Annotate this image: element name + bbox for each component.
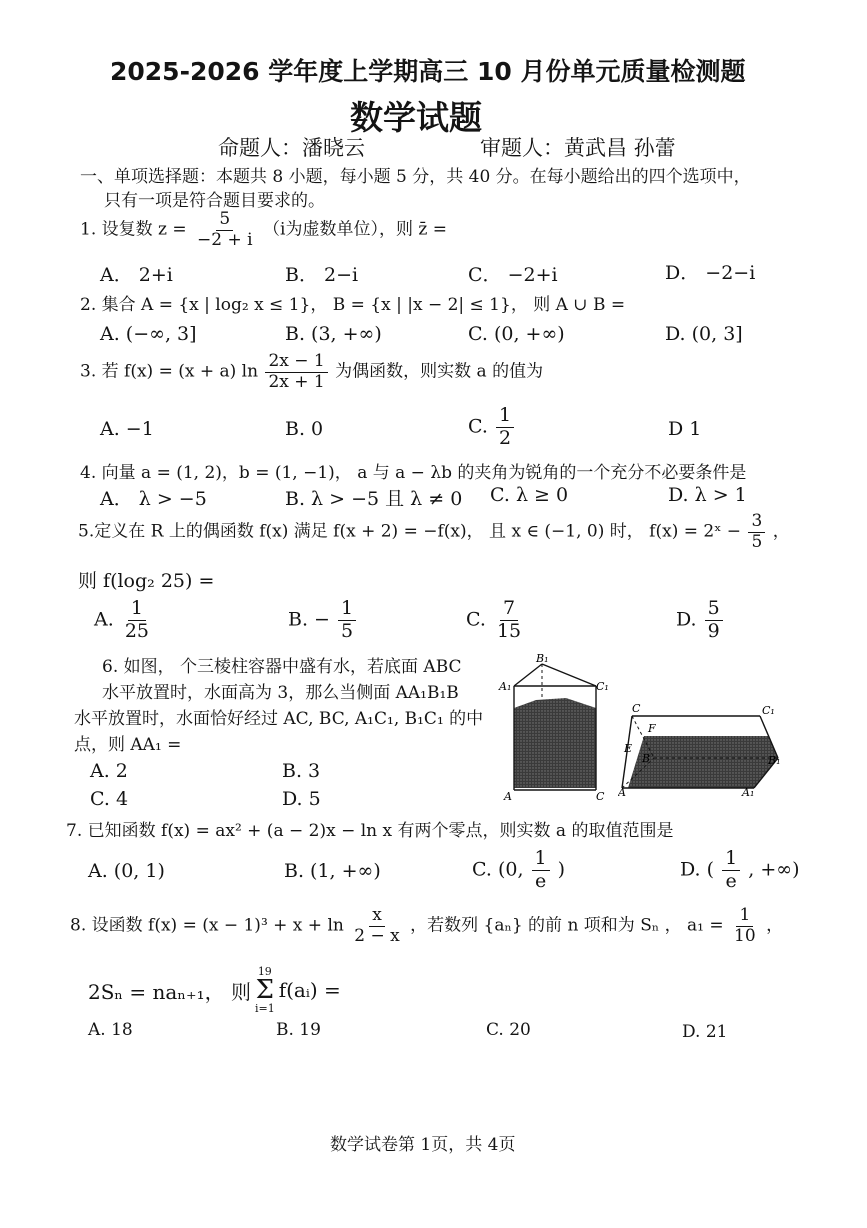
q5-option-c-prefix: C. — [466, 608, 486, 631]
q2-option-c: C. (0, +∞) — [468, 323, 565, 345]
q6-line4: 点，则 AA₁ = — [74, 735, 182, 755]
q6-figure-lying-prism — [618, 700, 788, 802]
q8-sum-bottom: i=1 — [254, 1002, 275, 1015]
q4-stem: 4. 向量 a = (1, 2)，b = (1, −1)， a 与 a − λb 的夹角为锐角的一个充分不必要条件是 — [80, 463, 747, 483]
q1-stem-c: z̄ = — [418, 219, 447, 240]
q3-option-c-den: 2 — [498, 426, 512, 449]
q5-option-c-fraction — [494, 598, 524, 643]
q8-frac-num: x — [369, 906, 385, 927]
q8-option-b: B. 19 — [276, 1020, 321, 1040]
q2-option-b: B. (3, +∞) — [285, 323, 382, 345]
q5-option-c-den: 15 — [496, 619, 522, 642]
q5-fraction — [748, 512, 765, 552]
q8-stem — [70, 906, 783, 946]
q7-option-c — [472, 848, 565, 893]
fig-label-r-b: B — [642, 752, 651, 765]
q6-line1: 6. 如图， 个三棱柱容器中盛有水，若底面 ABC — [102, 657, 462, 677]
q3-option-c — [468, 405, 516, 450]
fig-label-c1: C₁ — [596, 680, 609, 693]
q5-option-c — [466, 598, 526, 643]
q8-line2a: 2Sₙ = naₙ₊₁， 则 — [88, 979, 251, 1004]
q2-stem: 2. 集合 A = {x | log₂ x ≤ 1}， B = {x | |x − 2| ≤ 1}， 则 A ∪ B = — [80, 295, 626, 315]
q5-option-a-den: 25 — [124, 619, 149, 642]
q7-option-a: A. (0, 1) — [88, 860, 165, 882]
q5-option-b-prefix: B. − — [288, 608, 330, 631]
q7-option-d-suffix: , +∞) — [748, 858, 800, 881]
q8-stem-a: 8. 设函数 f(x) = (x − 1)³ + x + ln — [70, 915, 344, 936]
q8-line2b: f(aᵢ) = — [278, 978, 341, 1002]
q5-stem — [78, 512, 790, 552]
subject-title: 数学试题 — [350, 98, 482, 137]
q4-option-a: A． λ > −5 — [100, 488, 207, 510]
q5-option-b — [288, 598, 358, 643]
q8-a1-fraction — [731, 906, 759, 946]
fig-label-r-a: A — [618, 786, 626, 799]
q7-option-d-prefix: D. ( — [680, 858, 715, 881]
q5-option-d-den: 9 — [707, 619, 720, 642]
q8-a1-den: 10 — [734, 925, 756, 946]
q3-frac-den: 2x + 1 — [268, 371, 325, 392]
q5-option-b-num: 1 — [338, 598, 356, 621]
q3-option-c-fraction — [496, 405, 514, 450]
q5-option-c-num: 7 — [500, 598, 518, 621]
exam-title: 2025-2026 学年度上学期高三 10 月份单元质量检测题 — [110, 57, 746, 86]
fig-label-r-e: E — [624, 742, 633, 755]
q8-option-c: C. 20 — [486, 1020, 531, 1040]
q5-option-d-fraction — [705, 598, 723, 643]
q5-option-a-fraction — [122, 598, 152, 643]
q5-stem-a: 5.定义在 R 上的偶函数 f(x) 满足 f(x + 2) = −f(x)， 且 x ∈ (−1, 0) 时， f(x) = 2ˣ − — [78, 521, 742, 542]
q5-option-d-num: 5 — [705, 598, 723, 621]
q7-option-c-suffix: ) — [557, 858, 566, 881]
q8-a1-num: 1 — [736, 906, 753, 927]
q3-option-a: A. −1 — [100, 418, 154, 440]
q8-sum-symbol: Σ — [255, 975, 275, 1005]
q6-water-region — [514, 708, 596, 788]
q6-option-d: D. 5 — [282, 788, 321, 810]
q3-option-c-num: 1 — [496, 405, 514, 428]
q6-option-a: A. 2 — [90, 760, 128, 782]
q3-option-c-prefix: C. — [468, 415, 488, 438]
q2-option-d: D. (0, 3] — [665, 323, 743, 345]
q1-fraction — [194, 210, 256, 250]
q8-option-a: A. 18 — [88, 1020, 133, 1040]
q8-frac-den: 2 − x — [354, 925, 400, 946]
q7-option-c-fraction — [532, 848, 550, 893]
q1-option-d: D． −2−i — [665, 262, 756, 284]
q8-sum-top: 19 — [257, 965, 272, 978]
fig-label-a: A — [504, 790, 512, 802]
q8-line2 — [88, 966, 341, 1014]
q8-stem-b: ，若数列 {aₙ} 的前 n 项和为 Sₙ ， a₁ = — [410, 915, 724, 936]
page-footer: 数学试卷第 1页，共 4页 — [330, 1135, 516, 1155]
fig-label-a1: A₁ — [499, 680, 512, 693]
q6-line2: 水平放置时，水面高为 3，那么当侧面 AA₁B₁B — [102, 683, 459, 703]
q1-stem-a: 1. 设复数 z = — [80, 219, 187, 240]
fig-label-b1: B₁ — [536, 652, 549, 665]
q5-option-b-den: 5 — [341, 619, 354, 642]
fig-label-r-f: F — [648, 722, 656, 735]
q5-option-a — [94, 598, 154, 643]
q5-option-b-fraction — [338, 598, 356, 643]
q5-stem-end: ， — [772, 521, 790, 542]
q5-option-a-num: 1 — [128, 598, 146, 621]
q5-option-a-prefix: A. — [94, 608, 114, 631]
q3-stem-a: 3. 若 f(x) = (x + a) ln — [80, 361, 259, 382]
q8-stem-end: ， — [766, 915, 784, 936]
fig-label-r-c: C — [632, 702, 641, 715]
q1-option-b: B． 2−i — [285, 264, 359, 286]
q7-option-b: B. (1, +∞) — [284, 860, 381, 882]
section-heading: 一、单项选择题：本题共 8 小题，每小题 5 分，共 40 分。在每小题给出的四个选项中， — [80, 167, 751, 187]
q2-option-a: A. (−∞, 3] — [100, 323, 197, 345]
q5-stem-line2: 则 f(log₂ 25) = — [78, 570, 215, 592]
q7-option-d-num: 1 — [722, 848, 740, 871]
q3-stem-b: 为偶函数，则实数 a 的值为 — [335, 361, 544, 382]
reviewer-label: 审题人：黄武昌 孙蕾 — [480, 136, 676, 160]
q5-frac-den: 5 — [751, 531, 763, 552]
q6-line3: 水平放置时，水面恰好经过 AC, BC, A₁C₁, B₁C₁ 的中 — [74, 709, 484, 729]
q7-option-c-prefix: C. (0, — [472, 858, 524, 881]
fig-label-c: C — [596, 790, 605, 802]
q5-option-d — [676, 598, 725, 643]
q1-option-c: C． −2+i — [468, 264, 558, 286]
q7-option-c-den: e — [534, 869, 547, 892]
q3-fraction — [265, 352, 327, 392]
fig-label-r-b1: B₁ — [768, 754, 781, 767]
q3-stem — [80, 352, 543, 392]
q8-fraction — [351, 906, 402, 946]
q7-option-c-num: 1 — [532, 848, 550, 871]
q1-stem-b: （i为虚数单位），则 — [263, 219, 413, 240]
q5-frac-num: 3 — [748, 512, 765, 533]
q1-frac-num: 5 — [216, 210, 233, 231]
q4-option-c: C. λ ≥ 0 — [490, 484, 569, 506]
q7-option-d — [680, 848, 800, 893]
section-heading-line2: 只有一项是符合题目要求的。 — [104, 191, 325, 211]
q1-option-a: A． 2+i — [100, 264, 173, 286]
q4-option-d: D. λ > 1 — [668, 484, 747, 506]
q6-option-c: C. 4 — [90, 788, 129, 810]
q1-frac-den: −2 + i — [197, 229, 253, 250]
q6-figure-upright-prism — [496, 650, 620, 802]
q7-option-d-fraction — [722, 848, 740, 893]
fig-label-r-c1: C₁ — [762, 704, 775, 717]
q6-option-b: B. 3 — [282, 760, 321, 782]
fig-label-r-a1: A₁ — [742, 786, 755, 799]
q3-option-d: D 1 — [668, 418, 702, 440]
author-label: 命题人：潘晓云 — [218, 136, 365, 160]
q1-stem — [80, 210, 447, 250]
q3-frac-num: 2x − 1 — [265, 352, 327, 373]
q6-water-region-side — [628, 736, 778, 788]
q7-option-d-den: e — [725, 869, 737, 892]
q5-option-d-prefix: D. — [676, 608, 697, 631]
q4-option-b: B. λ > −5 且 λ ≠ 0 — [285, 488, 463, 510]
q7-stem: 7. 已知函数 f(x) = ax² + (a − 2)x − ln x 有两个零点，则实数 a 的取值范围是 — [66, 821, 674, 841]
q3-option-b: B. 0 — [285, 418, 324, 440]
q8-option-d: D. 21 — [682, 1022, 728, 1042]
q8-summation — [255, 966, 275, 1014]
